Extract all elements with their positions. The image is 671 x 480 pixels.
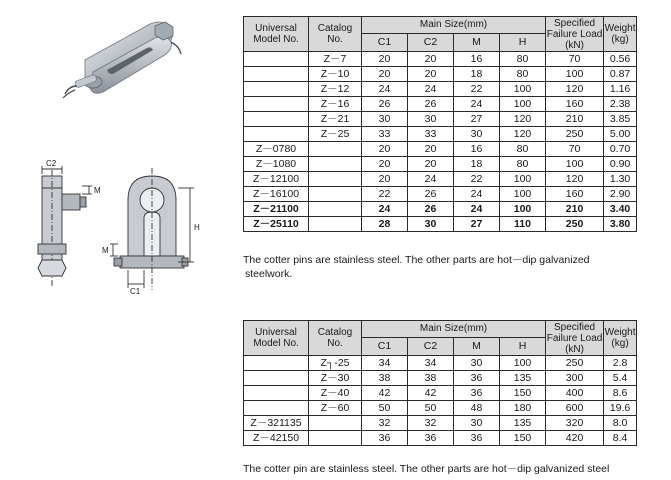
cell-c1: 33 [362, 127, 408, 142]
cell-c2: 32 [408, 416, 454, 431]
cell-m: 18 [454, 67, 500, 82]
cell-c2: 38 [408, 371, 454, 386]
table-row [244, 127, 637, 142]
cell-m: 27 [454, 217, 500, 232]
cell-m: 36 [454, 431, 500, 446]
cell-c1: 20 [362, 172, 408, 187]
cell-m: 36 [454, 386, 500, 401]
cell-c2: 24 [408, 82, 454, 97]
cell-h: 80 [500, 157, 546, 172]
cell-c1: 34 [362, 356, 408, 371]
table-row [244, 416, 637, 431]
cell-c1: 20 [362, 142, 408, 157]
cell-weight: 0.70 [604, 142, 637, 157]
cell-catalog [309, 202, 362, 217]
col-failure-load: Specified Failure Load (kN) [546, 321, 603, 355]
cell-load: 250 [546, 127, 604, 142]
cell-h: 100 [500, 97, 546, 112]
cell-weight: 8.6 [604, 386, 637, 401]
cell-model: Z－12100 [244, 172, 309, 187]
cell-catalog: Z－10 [309, 67, 362, 82]
cell-c2: 26 [408, 187, 454, 202]
cell-load: 210 [546, 202, 604, 217]
cell-c1: 50 [362, 401, 408, 416]
cell-c2: 20 [408, 52, 454, 67]
cell-catalog [309, 172, 362, 187]
cell-h: 150 [500, 386, 546, 401]
cell-c2: 20 [408, 157, 454, 172]
cell-model: Z－16100 [244, 187, 309, 202]
col-failure-load: Specified Failure Load (kN) [546, 17, 603, 51]
cell-c2: 33 [408, 127, 454, 142]
cell-weight: 8.0 [604, 416, 637, 431]
cell-catalog: Z－7 [309, 52, 362, 67]
cell-load: 70 [546, 52, 604, 67]
cell-weight: 1.16 [604, 82, 637, 97]
cell-m: 36 [454, 371, 500, 386]
cell-model: Z－42150 [244, 431, 309, 446]
cell-m: 30 [454, 416, 500, 431]
col-catalog: Catalog No. [309, 17, 362, 52]
cell-load: 320 [546, 416, 604, 431]
cell-h: 80 [500, 67, 546, 82]
cell-m: 16 [454, 142, 500, 157]
cell-c2: 30 [408, 112, 454, 127]
cell-weight: 0.90 [604, 157, 637, 172]
cell-catalog: Z－30 [309, 371, 362, 386]
cell-load: 70 [546, 142, 604, 157]
table-row [244, 82, 637, 97]
table-row [244, 157, 637, 172]
spec-table-1 [243, 16, 637, 232]
cell-catalog [309, 416, 362, 431]
cell-catalog [309, 431, 362, 446]
col-main-size: Main Size(mm) [362, 321, 546, 338]
cell-weight: 3.80 [604, 217, 637, 232]
cell-load: 120 [546, 82, 604, 97]
cell-catalog [309, 157, 362, 172]
cell-m: 22 [454, 82, 500, 97]
cell-c2: 42 [408, 386, 454, 401]
cell-model [244, 67, 309, 82]
col-h: H [500, 33, 546, 51]
cell-model [244, 401, 309, 416]
cell-catalog: Z－25 [309, 127, 362, 142]
cell-c1: 28 [362, 217, 408, 232]
cell-weight: 19.6 [604, 401, 637, 416]
cell-load: 160 [546, 187, 604, 202]
col-universal-model: Universal Model No. [244, 321, 309, 356]
col-weight: Weight (kg) [604, 17, 637, 52]
cell-m: 24 [454, 97, 500, 112]
cell-catalog: Z┐-25 [309, 356, 362, 371]
dim-label-h: H [194, 223, 200, 232]
cell-m: 30 [454, 127, 500, 142]
cell-c2: 20 [408, 142, 454, 157]
col-m: M [454, 337, 500, 355]
cell-catalog [309, 217, 362, 232]
col-c2: C2 [408, 33, 454, 51]
cell-c2: 30 [408, 217, 454, 232]
product-photo [55, 12, 195, 107]
cell-h: 100 [500, 82, 546, 97]
table1-note [243, 253, 643, 281]
table-row [244, 371, 637, 386]
cell-weight: 8.4 [604, 431, 637, 446]
cell-model: Z－321135 [244, 416, 309, 431]
cell-catalog: Z－16 [309, 97, 362, 112]
cell-h: 120 [500, 112, 546, 127]
cell-weight: 0.56 [604, 52, 637, 67]
cell-model [244, 112, 309, 127]
table-row [244, 142, 637, 157]
table-row [244, 386, 637, 401]
cell-m: 27 [454, 112, 500, 127]
cell-c2: 24 [408, 172, 454, 187]
cell-model [244, 97, 309, 112]
dim-label-m-side: M [94, 186, 101, 195]
col-catalog: Catalog No. [309, 321, 362, 356]
dim-label-m-low: M [102, 246, 109, 255]
cell-m: 48 [454, 401, 500, 416]
col-h: H [500, 337, 546, 355]
cell-c1: 32 [362, 416, 408, 431]
cell-catalog: Z－12 [309, 82, 362, 97]
table-row [244, 172, 637, 187]
cell-weight: 1.30 [604, 172, 637, 187]
col-weight: Weight (kg) [604, 321, 637, 356]
cell-c1: 30 [362, 112, 408, 127]
cell-model [244, 82, 309, 97]
col-m: M [454, 33, 500, 51]
cell-weight: 2.38 [604, 97, 637, 112]
cell-c1: 38 [362, 371, 408, 386]
table-row [244, 217, 637, 232]
cell-load: 100 [546, 157, 604, 172]
cell-h: 100 [500, 172, 546, 187]
cell-weight: 0.87 [604, 67, 637, 82]
cell-model: Z－25110 [244, 217, 309, 232]
cell-weight: 2.8 [604, 356, 637, 371]
cell-c1: 24 [362, 82, 408, 97]
table-row [244, 401, 637, 416]
cell-m: 24 [454, 187, 500, 202]
cell-catalog: Z－40 [309, 386, 362, 401]
cell-model [244, 371, 309, 386]
cell-catalog: Z－60 [309, 401, 362, 416]
cell-load: 400 [546, 386, 604, 401]
cell-h: 100 [500, 187, 546, 202]
cell-c2: 20 [408, 67, 454, 82]
cell-c2: 50 [408, 401, 454, 416]
cell-m: 22 [454, 172, 500, 187]
cell-c1: 36 [362, 431, 408, 446]
cell-load: 160 [546, 97, 604, 112]
col-c2: C2 [408, 337, 454, 355]
table-row [244, 356, 637, 371]
cell-h: 135 [500, 416, 546, 431]
cell-load: 120 [546, 172, 604, 187]
cell-h: 180 [500, 401, 546, 416]
cell-h: 110 [500, 217, 546, 232]
cell-model [244, 356, 309, 371]
cell-model [244, 52, 309, 67]
technical-drawing [18, 160, 218, 300]
table2-note [243, 462, 653, 476]
cell-h: 120 [500, 127, 546, 142]
col-main-size: Main Size(mm) [362, 17, 546, 34]
table-row [244, 187, 637, 202]
cell-m: 30 [454, 356, 500, 371]
cell-m: 16 [454, 52, 500, 67]
table-row [244, 112, 637, 127]
cell-model: Z－21100 [244, 202, 309, 217]
table-row [244, 52, 637, 67]
cell-c2: 26 [408, 202, 454, 217]
cell-load: 300 [546, 371, 604, 386]
cell-h: 100 [500, 356, 546, 371]
cell-c1: 26 [362, 97, 408, 112]
cell-c1: 20 [362, 157, 408, 172]
cell-model [244, 127, 309, 142]
table1-note-line2: steelwork. [245, 268, 293, 280]
cell-model: Z－1080 [244, 157, 309, 172]
cell-h: 80 [500, 52, 546, 67]
table2-note-text: The cotter pin are stainless steel. The other parts are hot－dip galvanized steel [243, 463, 610, 475]
table-row [244, 202, 637, 217]
cell-load: 250 [546, 356, 604, 371]
table-row [244, 67, 637, 82]
cell-weight: 5.4 [604, 371, 637, 386]
cell-model [244, 386, 309, 401]
cell-h: 80 [500, 142, 546, 157]
table1-note-line1: The cotter pins are stainless steel. The other parts are hot－dip galvanized [243, 254, 590, 266]
cell-c2: 34 [408, 356, 454, 371]
cell-weight: 3.40 [604, 202, 637, 217]
spec-table-2 [243, 320, 637, 446]
cell-c1: 20 [362, 67, 408, 82]
cell-h: 150 [500, 431, 546, 446]
cell-c1: 22 [362, 187, 408, 202]
cell-load: 210 [546, 112, 604, 127]
cell-c1: 24 [362, 202, 408, 217]
cell-m: 18 [454, 157, 500, 172]
cell-c2: 36 [408, 431, 454, 446]
cell-h: 135 [500, 371, 546, 386]
cell-model: Z－0780 [244, 142, 309, 157]
dim-label-c1: C1 [130, 287, 141, 296]
col-c1: C1 [362, 33, 408, 51]
cell-catalog: Z－21 [309, 112, 362, 127]
cell-weight: 2.90 [604, 187, 637, 202]
table-row [244, 431, 637, 446]
cell-load: 420 [546, 431, 604, 446]
cell-h: 100 [500, 202, 546, 217]
cell-catalog [309, 187, 362, 202]
cell-c2: 26 [408, 97, 454, 112]
cell-weight: 5.00 [604, 127, 637, 142]
table-row [244, 97, 637, 112]
col-c1: C1 [362, 337, 408, 355]
dim-label-c2: C2 [46, 160, 57, 168]
col-universal-model: Universal Model No. [244, 17, 309, 52]
cell-weight: 3.85 [604, 112, 637, 127]
cell-load: 250 [546, 217, 604, 232]
cell-c1: 42 [362, 386, 408, 401]
cell-load: 600 [546, 401, 604, 416]
cell-catalog [309, 142, 362, 157]
cell-m: 24 [454, 202, 500, 217]
cell-load: 100 [546, 67, 604, 82]
cell-c1: 20 [362, 52, 408, 67]
